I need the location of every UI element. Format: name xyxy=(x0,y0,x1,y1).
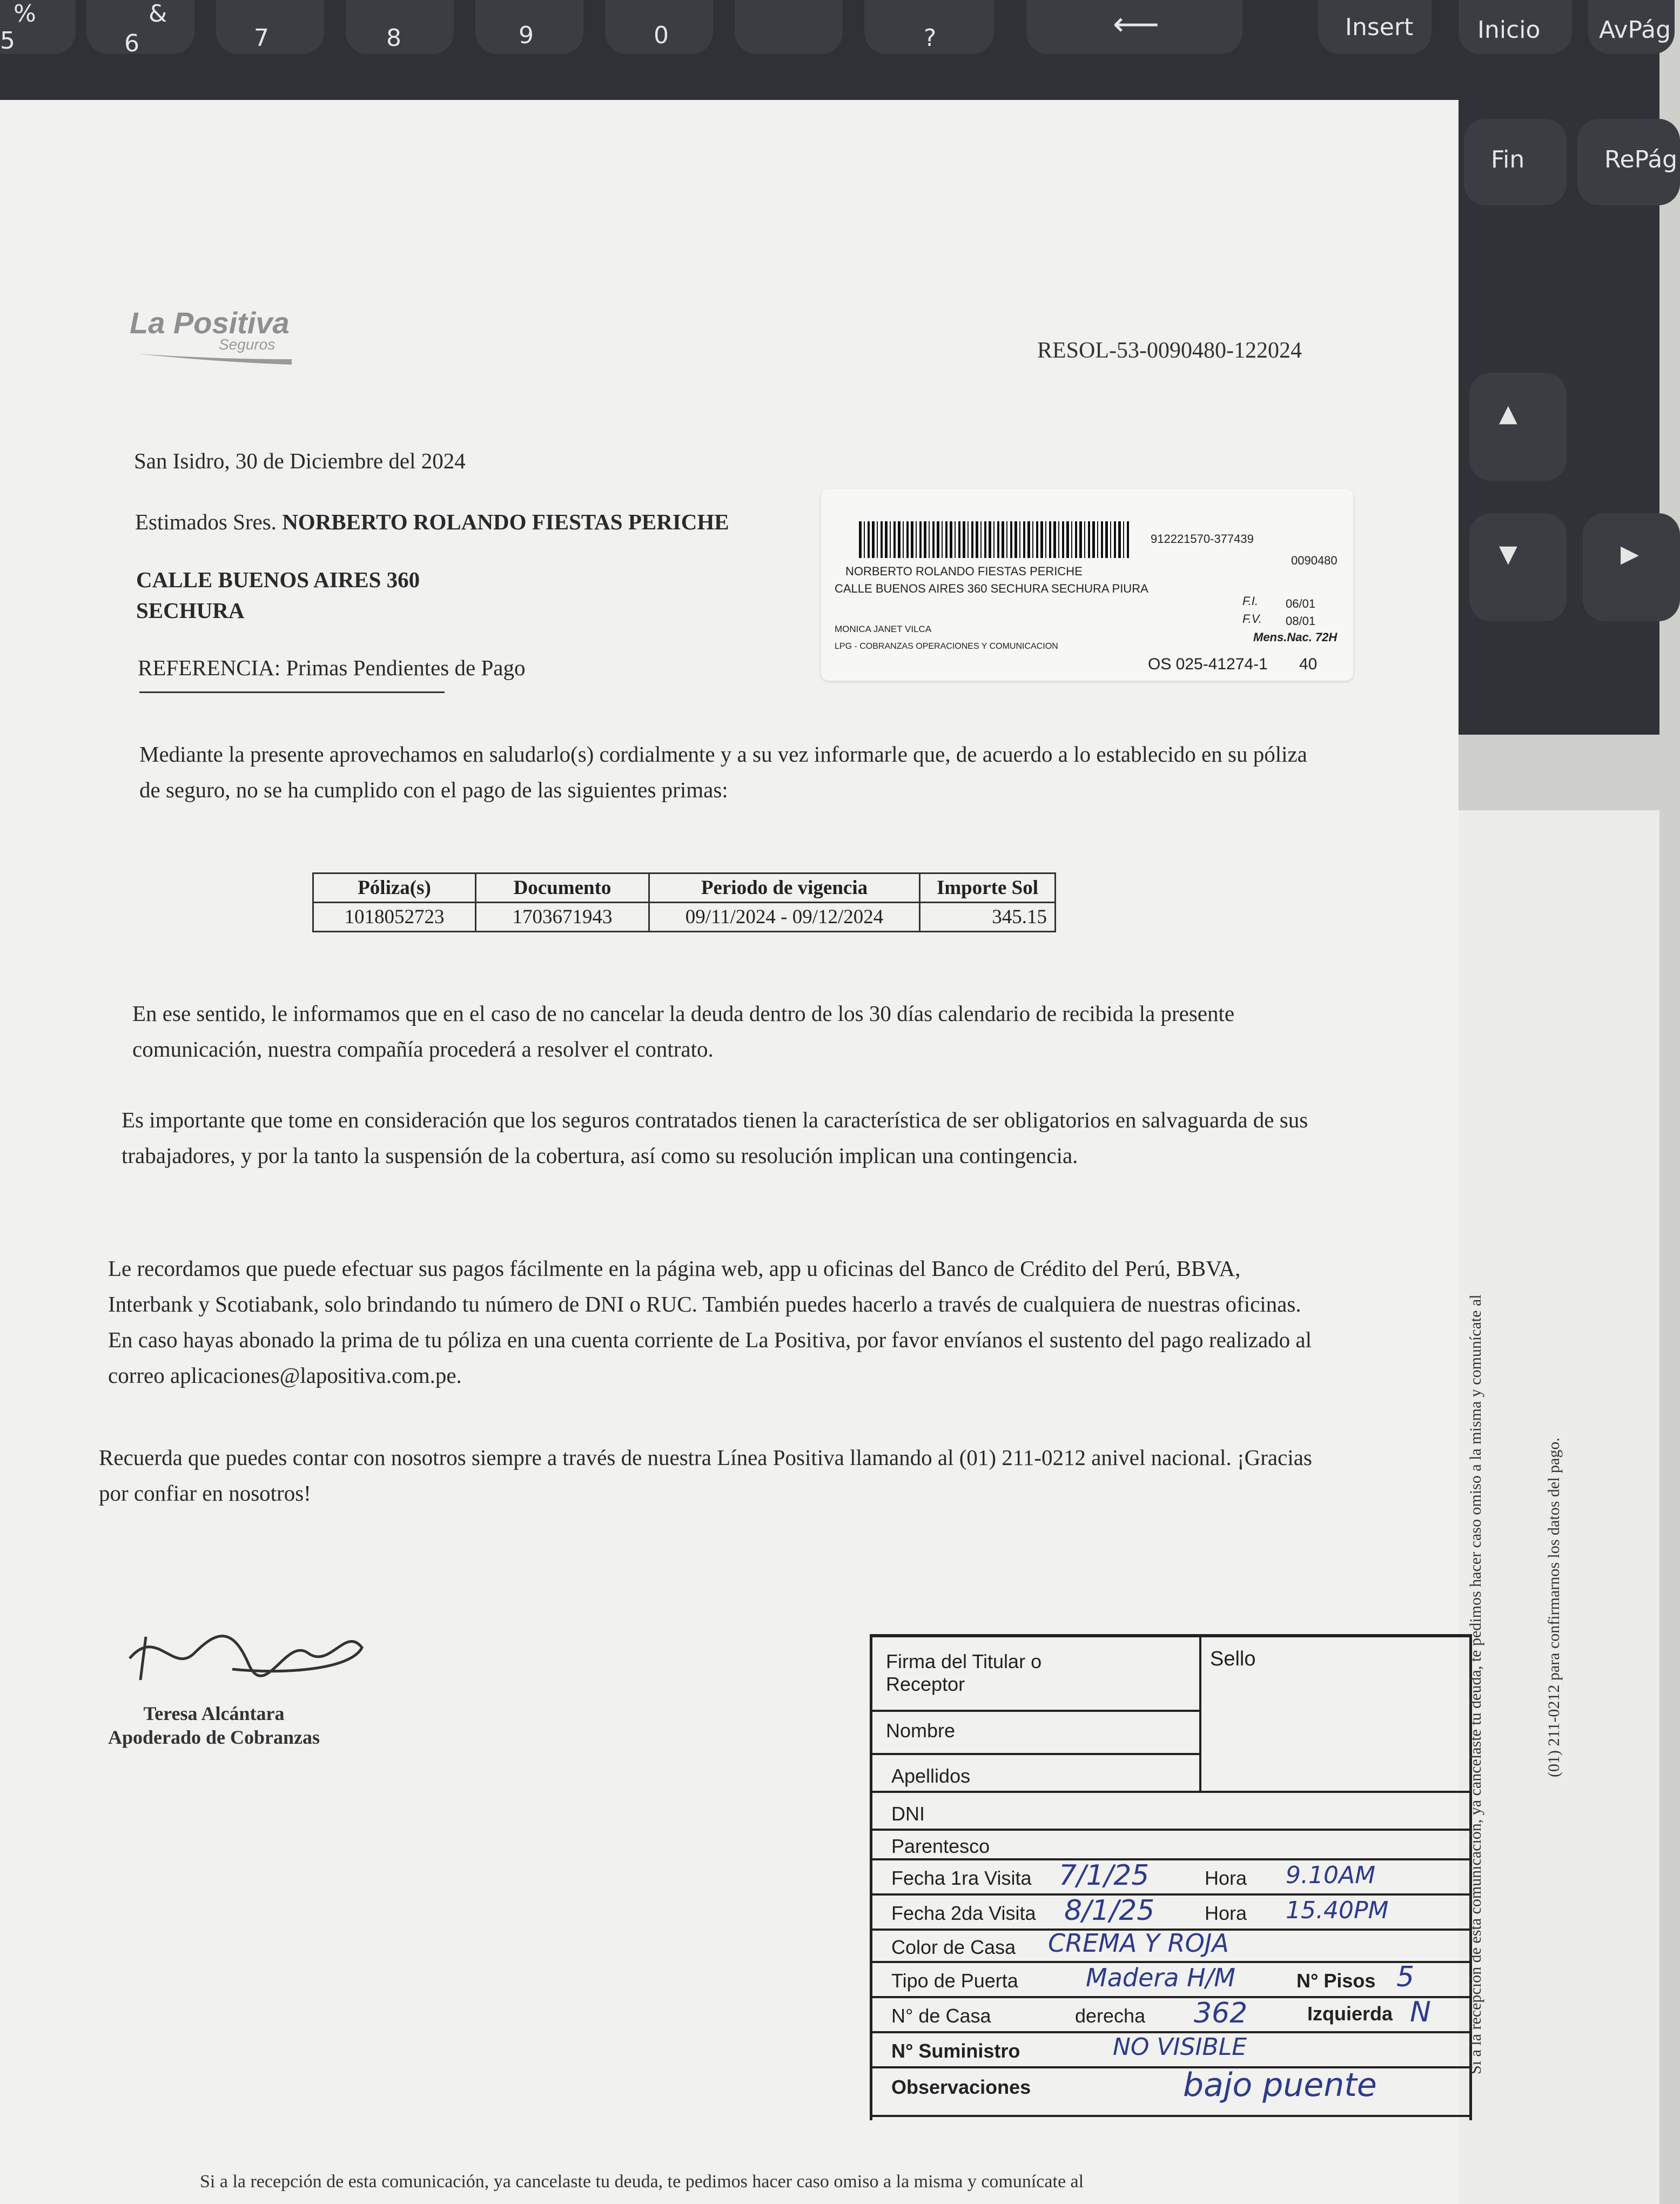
paragraph-4: Le recordamos que puede efectuar sus pagos fácilmente en la página web, app u oficinas del Banco de Crédito del Perú, BBVA, Interbank y Scotiabank, solo brindando tu número de DNI o RUC. También puedes hacerlo a través de cualquiera de nuestras oficinas. En caso hayas abonado la prima de tu póliza en una cuenta corriente de La Positiva, por favor envíanos el sustento del pago realizado al correo aplicaciones@lapositiva.com.pe. xyxy=(108,1256,1312,1388)
form-dni-label: DNI xyxy=(891,1803,925,1825)
vertical-note-1: Si a la recepción de esta comunicación, ya cancelaste tu deuda, te pedimos hacer caso omiso a la misma y comunícate al xyxy=(1467,1294,1484,2074)
reference: REFERENCIA: Primas Pendientes de Pago xyxy=(138,655,526,680)
key-avpag: AvPág xyxy=(1599,16,1671,44)
form-tipo-value: Madera H/M xyxy=(1086,1963,1235,1992)
form-nombre-label: Nombre xyxy=(886,1719,956,1742)
signer-role: Apoderado de Cobranzas xyxy=(108,1726,320,1748)
form-suministro-label: N° Suministro xyxy=(891,2040,1020,2062)
key-6: 6 xyxy=(124,30,139,57)
address-line-1: CALLE BUENOS AIRES 360 xyxy=(136,567,420,592)
form-color-label: Color de Casa xyxy=(891,1936,1016,1958)
form-nombre-row xyxy=(870,1710,1199,1755)
visit-form xyxy=(870,1634,1486,2136)
table-cell: 09/11/2024 - 09/12/2024 xyxy=(649,903,920,932)
key-repag: RePág xyxy=(1604,146,1678,173)
reference-underline xyxy=(139,691,445,693)
arrow-right-icon: ▶ xyxy=(1621,540,1639,568)
label-fv: 08/01 xyxy=(1286,614,1316,628)
key-8: 8 xyxy=(386,24,401,52)
form-parentesco-label: Parentesco xyxy=(891,1835,990,1857)
form-tipo-label: Tipo de Puerta xyxy=(891,1970,1018,1992)
form-hora2-label: Hora xyxy=(1205,1902,1247,1924)
key-9: 9 xyxy=(519,22,534,49)
paragraph-2: En ese sentido, le informamos que en el caso de no cancelar la deuda dentro de los 30 días calendario de recibida la presente comunicación, nuestra compañía procederá a resolver el contrato. xyxy=(132,1001,1235,1061)
label-fi-label: F.I. xyxy=(1242,594,1258,608)
primas-table xyxy=(312,872,1056,932)
keyboard-side xyxy=(1459,108,1678,735)
key-question: ? xyxy=(924,24,937,52)
form-ncasa-row xyxy=(870,1996,1469,2033)
form-hora1-label: Hora xyxy=(1205,1867,1247,1889)
label-fv-label: F.V. xyxy=(1242,612,1262,626)
arrow-down-icon: ▼ xyxy=(1499,540,1517,568)
label-os: OS 025-41274-1 xyxy=(1148,655,1268,673)
key-inicio: Inicio xyxy=(1477,16,1541,44)
form-fecha1-row xyxy=(870,1858,1469,1896)
label-name: NORBERTO ROLANDO FIESTAS PERICHE xyxy=(845,565,1083,578)
form-fecha2-row xyxy=(870,1893,1469,1931)
recipient-name: NORBERTO ROLANDO FIESTAS PERICHE xyxy=(282,509,729,534)
label-num: 0090480 xyxy=(1291,554,1338,567)
paragraph-1: Mediante la presente aprovechamos en saludarlo(s) cordialmente y a su vez informarle que, de acuerdo a lo establecido en su póliza de seguro, no se ha cumplido con el pago de las siguientes primas: xyxy=(139,742,1307,802)
form-obs-label: Observaciones xyxy=(891,2076,1031,2098)
label-address: CALLE BUENOS AIRES 360 SECHURA SECHURA PIURA xyxy=(835,582,1148,595)
form-fecha2-value: 8/1/25 xyxy=(1064,1894,1155,1927)
signer-block xyxy=(108,1702,320,1749)
key-0: 0 xyxy=(654,22,669,49)
resolution-code: RESOL-53-0090480-122024 xyxy=(1037,338,1302,363)
table-header: Documento xyxy=(476,873,649,903)
label-code: 912221570-377439 xyxy=(1151,532,1254,546)
logo-swoosh-icon xyxy=(135,346,297,367)
address-line-2: SECHURA xyxy=(136,598,245,623)
table-cell: 1703671943 xyxy=(476,903,649,932)
barcode-icon xyxy=(859,521,1129,558)
table-header: Periodo de vigencia xyxy=(649,873,920,903)
form-apellidos-label: Apellidos xyxy=(891,1765,971,1787)
form-color-value: CREMA Y ROJA xyxy=(1048,1928,1229,1958)
backspace-arrow-icon: ⟵ xyxy=(1113,5,1160,43)
form-ncasa-label: N° de Casa xyxy=(891,2005,991,2027)
form-parentesco-row xyxy=(870,1829,1469,1860)
label-mens: Mens.Nac. 72H xyxy=(1253,630,1338,644)
table-row xyxy=(313,903,1056,932)
mailing-label xyxy=(821,489,1353,681)
form-sello-label: Sello xyxy=(1210,1648,1256,1670)
form-dni-row xyxy=(870,1791,1469,1831)
signer-name: Teresa Alcántara xyxy=(143,1703,285,1724)
form-pisos-label: N° Pisos xyxy=(1296,1970,1376,1992)
greeting xyxy=(135,504,729,540)
form-fecha2-label: Fecha 2da Visita xyxy=(891,1902,1036,1924)
paragraph-5: Recuerda que puedes contar con nosotros siempre a través de nuestra Línea Positiva llamando al (01) 211-0212 anivel nacional. ¡Gracias por confiar en nosotros! xyxy=(99,1445,1312,1506)
label-fi: 06/01 xyxy=(1286,597,1316,610)
vertical-note-2: (01) 211-0212 para confirmarnos los datos del pago. xyxy=(1545,1437,1563,1777)
form-fecha1-value: 7/1/25 xyxy=(1059,1859,1150,1892)
form-suministro-row xyxy=(870,2031,1469,2068)
table-cell: 345.15 xyxy=(920,903,1056,932)
form-color-row xyxy=(870,1928,1469,1963)
table-header: Póliza(s) xyxy=(313,873,476,903)
keyboard-background xyxy=(0,0,1671,108)
footer-note: Si a la recepción de esta comunicación, ya cancelaste tu deuda, te pedimos hacer caso omiso a la misma y comunícate al xyxy=(200,2172,1084,2192)
key-fin: Fin xyxy=(1491,146,1525,173)
key-ampersand: & xyxy=(149,0,167,28)
form-firma-row xyxy=(870,1634,1199,1712)
logo-text: La Positiva xyxy=(130,306,290,340)
table-cell: 1018052723 xyxy=(313,903,476,932)
form-hora2-value: 15.40PM xyxy=(1286,1897,1389,1924)
letter-date: San Isidro, 30 de Diciembre del 2024 xyxy=(134,448,466,473)
form-izq-value: N xyxy=(1410,1996,1431,2028)
form-derecha-label: derecha xyxy=(1075,2005,1146,2027)
key-7: 7 xyxy=(254,24,269,52)
signature-icon xyxy=(124,1604,367,1691)
form-pisos-value: 5 xyxy=(1396,1961,1415,1993)
form-apellidos-row xyxy=(870,1753,1469,1793)
form-firma-label: Firma del Titular o Receptor xyxy=(886,1650,1042,1695)
arrow-up-icon: ▲ xyxy=(1499,400,1517,427)
greeting-prefix: Estimados Sres. xyxy=(135,509,277,534)
form-fecha1-label: Fecha 1ra Visita xyxy=(891,1867,1032,1889)
table-header: Importe Sol xyxy=(920,873,1056,903)
la-positiva-logo xyxy=(130,305,290,353)
label-dept: LPG - COBRANZAS OPERACIONES Y COMUNICACION xyxy=(835,642,1058,651)
form-obs-row xyxy=(870,2066,1469,2117)
form-tipo-row xyxy=(870,1961,1469,1998)
paragraph-3: Es importante que tome en consideración que los seguros contratados tienen la característica de ser obligatorios en salvaguarda de sus trabajadores, y por la tanto la suspensión de la cobertura, así como su resolución implican una contingencia. xyxy=(122,1107,1308,1168)
label-agent: MONICA JANET VILCA xyxy=(835,624,932,634)
key-percent: % xyxy=(14,0,36,28)
key-5: 5 xyxy=(0,27,15,55)
key-insert: Insert xyxy=(1345,14,1414,41)
logo-subtext: Seguros xyxy=(219,336,275,353)
form-suministro-value: NO VISIBLE xyxy=(1113,2033,1247,2061)
form-izq-label: Izquierda xyxy=(1307,2003,1393,2025)
form-hora1-value: 9.10AM xyxy=(1286,1862,1376,1889)
table-header-row xyxy=(313,873,1056,903)
form-derecha-value: 362 xyxy=(1194,1997,1248,2030)
form-obs-value: bajo puente xyxy=(1183,2066,1377,2104)
label-os-num: 40 xyxy=(1299,655,1318,673)
